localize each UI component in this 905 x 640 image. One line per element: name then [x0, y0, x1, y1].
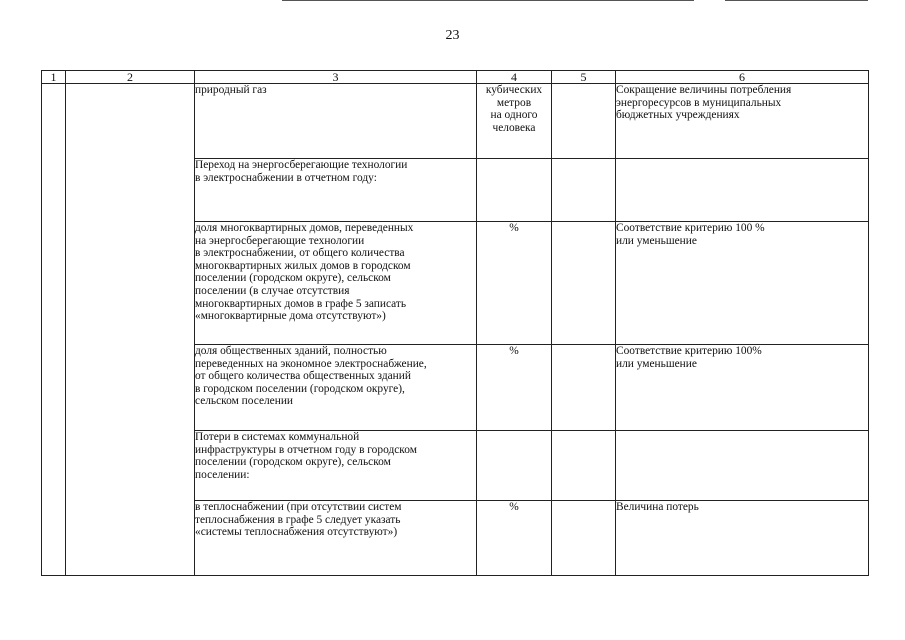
indicator-cell: в теплоснабжении (при отсутствии систем теплоснабжения в графе 5 следует указать «системы теплоснабжения отсутствуют») [195, 501, 477, 576]
unit-cell: % [477, 501, 552, 576]
header-row [42, 71, 869, 84]
indicator-cell: доля общественных зданий, полностью переведенных на экономное электроснабжение, от общего количества общественных зданий в городском поселении (городском округе), сельском поселении [195, 345, 477, 431]
column-header-4: 4 [477, 71, 552, 84]
page-number: 23 [445, 28, 460, 43]
column-header-2: 2 [66, 71, 195, 84]
criterion-cell: Соответствие критерию 100 % или уменьшение [616, 222, 869, 345]
data-table [41, 70, 869, 576]
top-rule-left [282, 0, 694, 1]
criterion-cell: Величина потерь [616, 501, 869, 576]
cell-col2 [66, 84, 195, 576]
indicator-cell: природный газ [195, 84, 477, 159]
top-rule-right [725, 0, 868, 1]
unit-cell: % [477, 345, 552, 431]
table-row [42, 84, 869, 159]
value-cell [552, 159, 616, 222]
value-cell [552, 222, 616, 345]
unit-cell: % [477, 222, 552, 345]
column-header-1: 1 [42, 71, 66, 84]
unit-cell: кубических метров на одного человека [477, 84, 552, 159]
column-header-6: 6 [616, 71, 869, 84]
unit-cell [477, 431, 552, 501]
criterion-cell: Соответствие критерию 100% или уменьшение [616, 345, 869, 431]
unit-cell [477, 159, 552, 222]
indicator-cell: Переход на энергосберегающие технологии в электроснабжении в отчетном году: [195, 159, 477, 222]
column-header-5: 5 [552, 71, 616, 84]
value-cell [552, 501, 616, 576]
cell-col1 [42, 84, 66, 576]
criterion-cell [616, 431, 869, 501]
value-cell [552, 431, 616, 501]
column-header-3: 3 [195, 71, 477, 84]
indicator-cell: доля многоквартирных домов, переведенных на энергосберегающие технологии в электроснабжении, от общего количества многоквартирных жилых домов в городском поселении (городском округе), сельском поселении (в случае отсутствия многоквартирных домов в графе 5 записать «многоквартирные дома отсутствуют») [195, 222, 477, 345]
indicator-cell: Потери в системах коммунальной инфраструктуры в отчетном году в городском поселении (городском округе), сельском поселении: [195, 431, 477, 501]
criterion-cell [616, 159, 869, 222]
value-cell [552, 84, 616, 159]
criterion-cell: Сокращение величины потребления энергоресурсов в муниципальных бюджетных учреждениях [616, 84, 869, 159]
value-cell [552, 345, 616, 431]
